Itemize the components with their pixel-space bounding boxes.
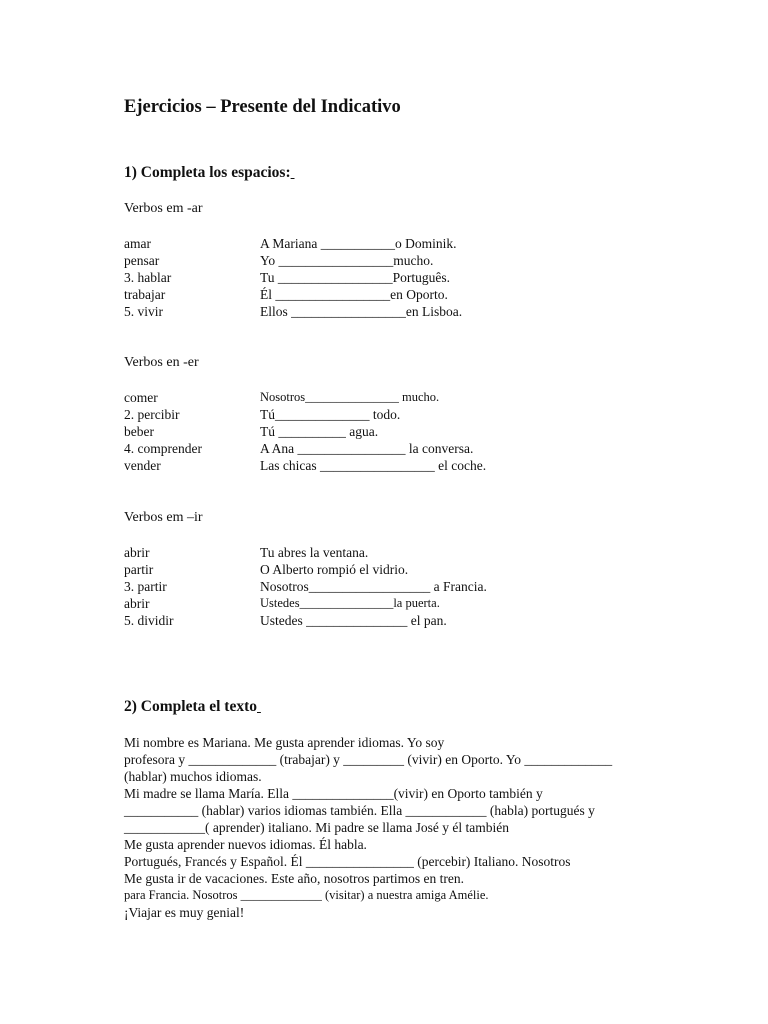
exercise-row: [124, 406, 684, 423]
paragraph-line: ___________ (hablar) varios idiomas también. Ella ____________ (habla) portugués y: [124, 803, 595, 818]
paragraph-line: Portugués, Francés y Español. Él ________________ (percebir) Italiano. Nosotros: [124, 854, 571, 869]
row-verb: 2. percibir: [124, 407, 180, 422]
section-1-title: [124, 164, 295, 182]
row-sentence: Ustedes _______________ el pan.: [260, 613, 447, 628]
exercise-row: [124, 544, 684, 561]
paragraph-line: Me gusta aprender nuevos idiomas. Él habla.: [124, 837, 367, 852]
paragraph-line: (hablar) muchos idiomas.: [124, 769, 262, 784]
exercise-row: [124, 235, 684, 252]
row-sentence: Nosotros_______________ mucho.: [260, 390, 440, 404]
paragraph-line: Mi madre se llama María. Ella _______________(vivir) en Oporto también y: [124, 786, 543, 801]
row-verb: 5. vivir: [124, 304, 163, 319]
row-verb: abrir: [124, 596, 150, 611]
section-1-title-text: 1) Completa los espacios:: [124, 164, 291, 181]
paragraph-line: ¡Viajar es muy genial!: [124, 905, 245, 920]
row-verb: vender: [124, 458, 161, 473]
exercise-row: [124, 595, 684, 612]
group-label-ar: Verbos em -ar: [124, 201, 203, 216]
exercise-row: [124, 457, 684, 474]
row-sentence: Tú______________ todo.: [260, 407, 401, 422]
row-verb: 4. comprender: [124, 441, 202, 456]
row-sentence: Tú __________ agua.: [260, 424, 379, 439]
row-verb: partir: [124, 562, 154, 577]
paragraph-line: Mi nombre es Mariana. Me gusta aprender idiomas. Yo soy: [124, 735, 445, 750]
section-2-title: [124, 698, 261, 716]
row-verb: 3. partir: [124, 579, 167, 594]
row-sentence: O Alberto rompió el vidrio.: [260, 562, 409, 577]
group-label-er: Verbos en -er: [124, 355, 199, 370]
exercise-row: [124, 252, 684, 269]
exercise-row: [124, 612, 684, 629]
paragraph-line: Me gusta ir de vacaciones. Este año, nosotros partimos en tren.: [124, 871, 465, 886]
exercise-row: [124, 303, 684, 320]
row-verb: 3. hablar: [124, 270, 172, 285]
exercise-row: [124, 440, 684, 457]
row-verb: beber: [124, 424, 154, 439]
exercise-group-ar: [124, 235, 684, 320]
row-sentence: A Mariana ___________o Dominik.: [260, 236, 457, 251]
exercise-row: [124, 561, 684, 578]
exercise-row: [124, 423, 684, 440]
row-sentence: Ellos _________________en Lisboa.: [260, 304, 463, 319]
exercise-row: [124, 286, 684, 303]
fill-in-paragraph: [124, 734, 684, 921]
row-verb: 5. dividir: [124, 613, 174, 628]
row-sentence: A Ana ________________ la conversa.: [260, 441, 474, 456]
row-sentence: Yo _________________mucho.: [260, 253, 434, 268]
row-sentence: Nosotros__________________ a Francia.: [260, 579, 487, 594]
row-verb: pensar: [124, 253, 160, 268]
section-2-title-underline: [257, 698, 261, 715]
section-2-title-text: 2) Completa el texto: [124, 698, 257, 715]
exercise-group-ir: [124, 544, 684, 629]
row-sentence: Las chicas _________________ el coche.: [260, 458, 487, 473]
exercise-row: [124, 389, 684, 406]
exercise-group-er: [124, 389, 684, 474]
row-verb: amar: [124, 236, 151, 251]
group-label-ir: Verbos em –ir: [124, 510, 203, 525]
exercise-row: [124, 578, 684, 595]
row-sentence: Él _________________en Oporto.: [260, 287, 448, 302]
page-title: Ejercicios – Presente del Indicativo: [124, 97, 401, 117]
row-sentence: Tu _________________Português.: [260, 270, 451, 285]
row-verb: comer: [124, 390, 158, 405]
row-verb: trabajar: [124, 287, 166, 302]
paragraph-line: para Francia. Nosotros _____________ (visitar) a nuestra amiga Amélie.: [124, 888, 489, 902]
row-sentence: Tu abres la ventana.: [260, 545, 369, 560]
row-verb: abrir: [124, 545, 150, 560]
exercise-row: [124, 269, 684, 286]
section-1-title-underline: [291, 164, 295, 181]
paragraph-line: profesora y _____________ (trabajar) y _________ (vivir) en Oporto. Yo _____________: [124, 752, 613, 767]
row-sentence: Ustedes_______________la puerta.: [260, 596, 440, 610]
paragraph-line: ____________( aprender) italiano. Mi padre se llama José y él también: [124, 820, 510, 835]
